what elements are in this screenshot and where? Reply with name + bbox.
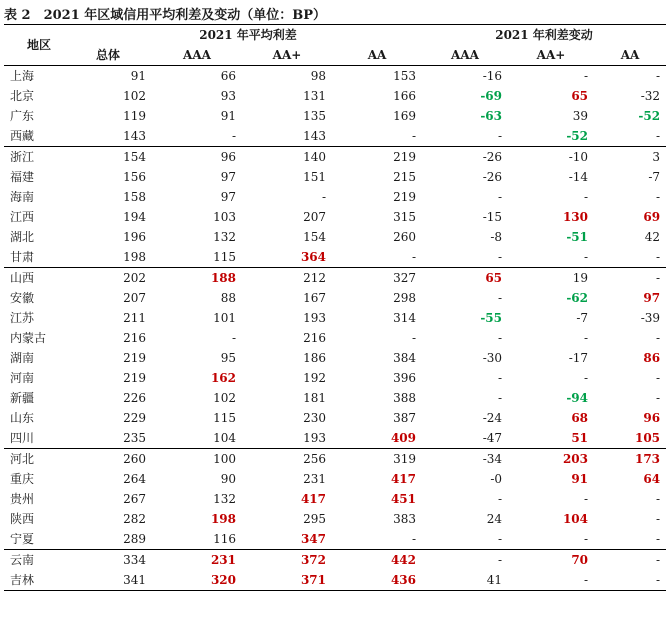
value-cell: 372	[242, 550, 332, 571]
header-aaa: AAA	[152, 45, 242, 66]
value-cell: 97	[220, 190, 236, 204]
header-change-aa: AA	[594, 45, 666, 66]
value-cell: -	[411, 532, 417, 546]
table-row	[4, 348, 666, 368]
value-cell: 169	[393, 109, 417, 123]
value-cell: 388	[393, 391, 417, 405]
value-cell: 320	[152, 570, 242, 591]
value-cell: 101	[213, 311, 236, 325]
table-row	[4, 328, 666, 348]
value-cell: 91	[220, 109, 236, 123]
value-cell: 219	[123, 351, 146, 365]
value-cell: 436	[332, 570, 422, 591]
value-cell: 173	[594, 449, 666, 470]
value-cell: -	[655, 391, 661, 405]
table-row	[4, 66, 666, 87]
value-cell: 203	[508, 449, 594, 470]
value-cell: 41	[422, 570, 508, 591]
value-cell: -	[497, 371, 503, 385]
value-cell: -	[594, 268, 666, 289]
table-row	[4, 469, 666, 489]
table-row	[4, 126, 666, 147]
value-cell: -15	[482, 210, 503, 224]
value-cell: 235	[123, 431, 146, 445]
region-cell: 吉林	[4, 570, 74, 591]
value-cell: 212	[242, 268, 332, 289]
value-cell: -30	[482, 351, 503, 365]
value-cell: -7	[576, 311, 589, 325]
header-aa: AA	[332, 45, 422, 66]
value-cell: 96	[643, 411, 661, 425]
value-cell: -	[583, 371, 589, 385]
value-cell: 334	[74, 550, 152, 571]
region-cell: 湖北	[10, 230, 35, 244]
table-body	[4, 66, 666, 591]
value-cell: -14	[568, 170, 589, 184]
value-cell: -	[321, 190, 326, 204]
value-cell: -	[411, 250, 417, 264]
value-cell: -	[231, 129, 236, 143]
value-cell: 315	[393, 210, 417, 224]
table-row	[4, 268, 666, 289]
value-cell: -	[583, 250, 589, 264]
value-cell: -	[583, 190, 589, 204]
value-cell: 162	[210, 371, 236, 385]
value-cell: 215	[393, 170, 417, 184]
table-row	[4, 106, 666, 126]
table-row	[4, 570, 666, 591]
value-cell: 64	[643, 472, 661, 486]
table-row	[4, 489, 666, 509]
region-cell: 四川	[10, 431, 35, 445]
value-cell: 91	[571, 472, 589, 486]
table-row	[4, 368, 666, 388]
value-cell: 396	[393, 371, 417, 385]
value-cell: -	[655, 532, 661, 546]
region-cell: 海南	[10, 190, 35, 204]
value-cell: 409	[390, 431, 417, 445]
value-cell: -	[583, 69, 589, 83]
value-cell: 198	[210, 512, 236, 526]
value-cell: 198	[123, 250, 146, 264]
value-cell: 154	[74, 147, 152, 168]
region-cell: 福建	[10, 170, 35, 184]
value-cell: -	[655, 331, 661, 345]
value-cell: 65	[571, 89, 589, 103]
value-cell: 130	[562, 210, 589, 224]
table-row	[4, 408, 666, 428]
value-cell: -32	[640, 89, 661, 103]
value-cell: -16	[482, 69, 503, 83]
value-cell: -	[497, 492, 503, 506]
header-group-avg: 2021 年平均利差	[74, 25, 422, 46]
value-cell: 341	[74, 570, 152, 591]
value-cell: 264	[123, 472, 146, 486]
value-cell: 158	[123, 190, 146, 204]
value-cell: -26	[482, 170, 503, 184]
value-cell: 19	[508, 268, 594, 289]
value-cell: 167	[303, 291, 326, 305]
value-cell: 151	[303, 170, 326, 184]
value-cell: 95	[220, 351, 236, 365]
value-cell: -0	[490, 472, 503, 486]
value-cell: 119	[123, 109, 146, 123]
table-row	[4, 167, 666, 187]
value-cell: 156	[123, 170, 146, 184]
table-row	[4, 247, 666, 268]
value-cell: -34	[422, 449, 508, 470]
value-cell: 69	[643, 210, 661, 224]
region-cell: 浙江	[4, 147, 74, 168]
table-row	[4, 529, 666, 550]
value-cell: 131	[303, 89, 326, 103]
region-cell: 湖南	[10, 351, 35, 365]
value-cell: 298	[393, 291, 417, 305]
value-cell: 105	[634, 431, 661, 445]
value-cell: 181	[303, 391, 326, 405]
value-cell: -	[583, 492, 589, 506]
region-cell: 广东	[10, 109, 35, 123]
table-title: 表 2 2021 年区域信用平均利差及变动（单位：BP）	[4, 8, 327, 23]
value-cell: 24	[486, 512, 503, 526]
value-cell: -	[655, 250, 661, 264]
value-cell: -24	[482, 411, 503, 425]
region-cell: 山东	[10, 411, 35, 425]
table-row	[4, 86, 666, 106]
table-row	[4, 207, 666, 227]
region-cell: 甘肃	[10, 250, 35, 264]
value-cell: 260	[74, 449, 152, 470]
value-cell: 97	[220, 170, 236, 184]
value-cell: 104	[213, 431, 236, 445]
value-cell: -52	[566, 129, 589, 143]
value-cell: -94	[566, 391, 589, 405]
value-cell: -	[497, 250, 503, 264]
table-row	[4, 187, 666, 207]
value-cell: 86	[643, 351, 661, 365]
value-cell: -	[411, 129, 417, 143]
region-cell: 江西	[10, 210, 35, 224]
table-row	[4, 428, 666, 449]
value-cell: -	[655, 129, 661, 143]
value-cell: -	[422, 550, 508, 571]
value-cell: 104	[562, 512, 589, 526]
region-cell: 内蒙古	[10, 331, 47, 345]
value-cell: 188	[152, 268, 242, 289]
value-cell: 51	[571, 431, 589, 445]
value-cell: -	[508, 570, 594, 591]
region-cell: 北京	[10, 89, 35, 103]
value-cell: 387	[393, 411, 417, 425]
value-cell: -	[594, 570, 666, 591]
region-cell: 安徽	[10, 291, 35, 305]
region-cell: 重庆	[10, 472, 35, 486]
value-cell: -8	[490, 230, 503, 244]
value-cell: 42	[644, 230, 661, 244]
value-cell: 207	[303, 210, 326, 224]
region-cell: 上海	[10, 69, 35, 83]
value-cell: -	[411, 331, 417, 345]
value-cell: 192	[303, 371, 326, 385]
value-cell: 384	[393, 351, 417, 365]
region-cell: 山西	[4, 268, 74, 289]
region-cell: 宁夏	[10, 532, 35, 546]
header-change-aaplus: AA+	[508, 45, 594, 66]
value-cell: 231	[303, 472, 326, 486]
header-total: 总体	[74, 45, 152, 66]
value-cell: -	[497, 532, 503, 546]
header-aaplus: AA+	[242, 45, 332, 66]
table-row	[4, 147, 666, 168]
table-row	[4, 288, 666, 308]
table-row	[4, 550, 666, 571]
value-cell: 295	[303, 512, 326, 526]
region-cell: 河南	[10, 371, 35, 385]
value-cell: 193	[303, 431, 326, 445]
value-cell: 96	[152, 147, 242, 168]
value-cell: 93	[220, 89, 236, 103]
value-cell: 211	[123, 311, 146, 325]
value-cell: 91	[130, 69, 146, 83]
value-cell: 70	[508, 550, 594, 571]
value-cell: 364	[300, 250, 326, 264]
value-cell: 100	[152, 449, 242, 470]
value-cell: 260	[393, 230, 417, 244]
value-cell: 219	[332, 147, 422, 168]
value-cell: 115	[213, 411, 236, 425]
value-cell: 230	[303, 411, 326, 425]
value-cell: 383	[393, 512, 417, 526]
value-cell: 231	[152, 550, 242, 571]
region-cell: 河北	[4, 449, 74, 470]
value-cell: -55	[480, 311, 503, 325]
value-cell: 219	[393, 190, 417, 204]
value-cell: 289	[123, 532, 146, 546]
value-cell: 186	[303, 351, 326, 365]
value-cell: 216	[123, 331, 146, 345]
value-cell: 132	[213, 230, 236, 244]
value-cell: 229	[123, 411, 146, 425]
value-cell: -62	[566, 291, 589, 305]
value-cell: 103	[213, 210, 236, 224]
value-cell: -	[497, 391, 503, 405]
value-cell: 132	[213, 492, 236, 506]
value-cell: 153	[393, 69, 417, 83]
value-cell: 347	[300, 532, 326, 546]
value-cell: -	[497, 331, 503, 345]
value-cell: 90	[220, 472, 236, 486]
region-cell: 陕西	[10, 512, 35, 526]
value-cell: 319	[332, 449, 422, 470]
spread-table	[4, 24, 666, 591]
value-cell: -	[231, 331, 236, 345]
value-cell: -7	[648, 170, 661, 184]
region-cell: 西藏	[10, 129, 35, 143]
value-cell: 135	[303, 109, 326, 123]
table-row	[4, 308, 666, 328]
region-cell: 新疆	[10, 391, 35, 405]
table-row	[4, 449, 666, 470]
value-cell: -	[497, 190, 503, 204]
value-cell: -47	[482, 431, 503, 445]
value-cell: 65	[422, 268, 508, 289]
value-cell: -52	[638, 109, 661, 123]
value-cell: -	[583, 532, 589, 546]
value-cell: -26	[422, 147, 508, 168]
value-cell: 417	[300, 492, 326, 506]
value-cell: 115	[213, 250, 236, 264]
value-cell: 39	[572, 109, 589, 123]
value-cell: 417	[390, 472, 417, 486]
value-cell: -	[655, 371, 661, 385]
value-cell: -69	[480, 89, 503, 103]
value-cell: -63	[480, 109, 503, 123]
value-cell: 256	[242, 449, 332, 470]
table-row	[4, 388, 666, 408]
value-cell: 196	[123, 230, 146, 244]
value-cell: 143	[123, 129, 146, 143]
value-cell: 202	[74, 268, 152, 289]
value-cell: 327	[332, 268, 422, 289]
value-cell: 166	[393, 89, 417, 103]
header-region: 地区	[4, 25, 74, 66]
value-cell: 143	[303, 129, 326, 143]
value-cell: -10	[508, 147, 594, 168]
value-cell: 451	[390, 492, 417, 506]
value-cell: 442	[332, 550, 422, 571]
value-cell: 68	[571, 411, 589, 425]
value-cell: 66	[220, 69, 236, 83]
value-cell: 140	[242, 147, 332, 168]
value-cell: -	[497, 129, 503, 143]
value-cell: -	[583, 331, 589, 345]
value-cell: 88	[220, 291, 236, 305]
value-cell: 219	[123, 371, 146, 385]
value-cell: 216	[303, 331, 326, 345]
region-cell: 江苏	[10, 311, 35, 325]
header-group-change: 2021 年利差变动	[422, 25, 666, 46]
value-cell: -	[655, 69, 661, 83]
value-cell: -17	[568, 351, 589, 365]
value-cell: 314	[393, 311, 417, 325]
value-cell: -	[655, 190, 661, 204]
value-cell: -51	[566, 230, 589, 244]
header-change-aaa: AAA	[422, 45, 508, 66]
value-cell: 226	[123, 391, 146, 405]
value-cell: 371	[242, 570, 332, 591]
value-cell: 193	[303, 311, 326, 325]
region-cell: 云南	[4, 550, 74, 571]
value-cell: -	[655, 512, 661, 526]
value-cell: 116	[213, 532, 236, 546]
value-cell: -	[497, 291, 503, 305]
value-cell: 194	[123, 210, 146, 224]
value-cell: 98	[310, 69, 326, 83]
value-cell: 154	[303, 230, 326, 244]
value-cell: 97	[643, 291, 661, 305]
value-cell: 282	[123, 512, 146, 526]
value-cell: -39	[640, 311, 661, 325]
value-cell: 102	[213, 391, 236, 405]
value-cell: 267	[123, 492, 146, 506]
value-cell: 3	[594, 147, 666, 168]
value-cell: 102	[123, 89, 146, 103]
value-cell: -	[655, 492, 661, 506]
value-cell: 207	[123, 291, 146, 305]
region-cell: 贵州	[10, 492, 35, 506]
table-row	[4, 509, 666, 529]
table-row	[4, 227, 666, 247]
value-cell: -	[594, 550, 666, 571]
